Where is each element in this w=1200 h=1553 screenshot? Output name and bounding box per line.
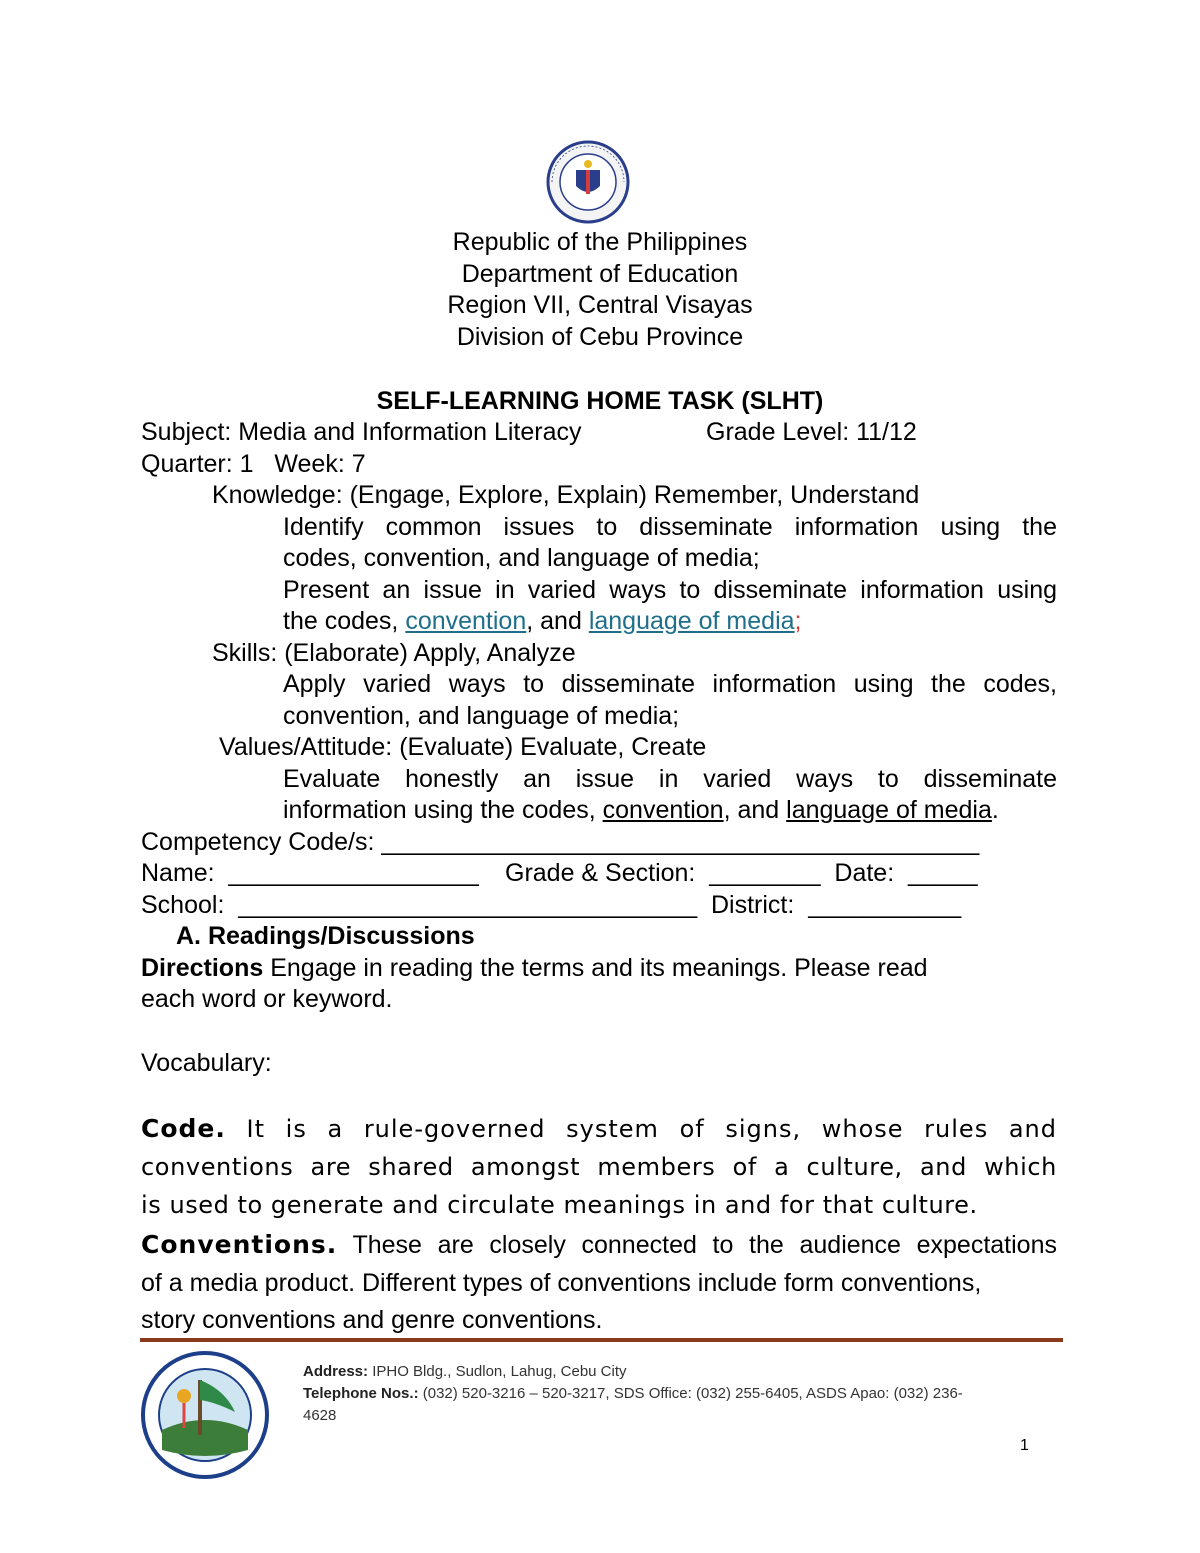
directions-text: Engage in reading the terms and its meanings. Please read bbox=[263, 954, 928, 982]
values-objective-line2 bbox=[283, 795, 999, 826]
header-line-republic: Republic of the Philippines bbox=[452, 228, 748, 256]
conventions-definition-line1 bbox=[141, 1226, 1057, 1264]
convention-link[interactable]: convention bbox=[405, 607, 527, 635]
conventions-definition-line3: story conventions and genre conventions. bbox=[141, 1306, 603, 1334]
conventions-definition-line2: of a media product. Different types of conventions include form conventions, bbox=[141, 1269, 982, 1297]
v1-text-end: . bbox=[991, 796, 999, 824]
directions-label: Directions bbox=[141, 954, 264, 982]
grade-level-label: Grade Level: 11/12 bbox=[706, 418, 917, 446]
code-text: It is a rule-governed system of signs, whose rules and bbox=[225, 1115, 1057, 1143]
quarter-week-label: Quarter: 1 Week: 7 bbox=[141, 450, 366, 478]
knowledge-heading: Knowledge: (Engage, Explore, Explain) Remember, Understand bbox=[212, 481, 920, 509]
telephone-text: (032) 520-3216 – 520-3217, SDS Office: (032) 255-6405, ASDS Apao: (032) 236- bbox=[418, 1385, 963, 1402]
skills-objective-line1: Apply varied ways to disseminate information using the codes, bbox=[283, 670, 1057, 698]
deped-seal bbox=[538, 140, 638, 224]
document-title: SELF-LEARNING HOME TASK (SLHT) bbox=[376, 387, 824, 415]
values-objective-line1: Evaluate honestly an issue in varied ways to disseminate bbox=[283, 765, 1057, 793]
directions-line2: each word or keyword. bbox=[141, 985, 393, 1013]
knowledge-objective-1-line1: Identify common issues to disseminate information using the bbox=[283, 513, 1057, 541]
language-of-media-link[interactable]: language of media bbox=[588, 607, 795, 635]
code-definition-line3: is used to generate and circulate meanings in and for that culture. bbox=[141, 1191, 978, 1219]
header-line-division: Division of Cebu Province bbox=[456, 323, 744, 351]
conventions-text: These are closely connected to the audience expectations bbox=[337, 1231, 1057, 1259]
directions-line1 bbox=[141, 953, 928, 984]
conventions-term: Conventions. bbox=[141, 1230, 338, 1259]
division-logo bbox=[140, 1350, 270, 1480]
footer-telephone-line2: 4628 bbox=[303, 1407, 337, 1424]
values-heading: Values/Attitude: (Evaluate) Evaluate, Create bbox=[219, 733, 707, 761]
v1-language-of-media: language of media bbox=[786, 796, 992, 824]
section-a-heading: A. Readings/Discussions bbox=[176, 922, 475, 950]
v1-text-mid: , and bbox=[723, 796, 787, 824]
code-term: Code. bbox=[141, 1114, 226, 1143]
name-field[interactable]: Name: __________________ bbox=[141, 859, 479, 887]
code-definition-line1 bbox=[141, 1110, 1057, 1148]
footer-address bbox=[303, 1361, 627, 1382]
telephone-label: Telephone Nos.: bbox=[303, 1385, 419, 1402]
code-definition-line2: conventions are shared amongst members of a culture, and which bbox=[141, 1153, 1057, 1181]
k2-text-end: ; bbox=[794, 607, 802, 635]
knowledge-objective-1-line2: codes, convention, and language of media; bbox=[283, 544, 760, 572]
subject-label: Subject: Media and Information Literacy bbox=[141, 418, 582, 446]
footer-rule bbox=[140, 1338, 1063, 1342]
skills-objective-line2: convention, and language of media; bbox=[283, 702, 680, 730]
k2-text-mid: , and bbox=[526, 607, 589, 635]
vocabulary-label: Vocabulary: bbox=[141, 1049, 272, 1077]
competency-code-field[interactable]: Competency Code/s: ___________________________________________ bbox=[141, 828, 980, 856]
knowledge-objective-2-line1: Present an issue in varied ways to disseminate information using bbox=[283, 576, 1057, 604]
header-line-region: Region VII, Central Visayas bbox=[447, 291, 753, 319]
school-district-field[interactable]: School: _________________________________ District: ___________ bbox=[141, 891, 962, 919]
footer-telephone bbox=[303, 1383, 963, 1404]
address-text: IPHO Bldg., Sudlon, Lahug, Cebu City bbox=[368, 1363, 627, 1380]
skills-heading: Skills: (Elaborate) Apply, Analyze bbox=[212, 639, 576, 667]
page-number: 1 bbox=[1020, 1437, 1029, 1454]
v1-convention: convention bbox=[602, 796, 724, 824]
knowledge-objective-2-line2 bbox=[283, 606, 801, 637]
v1-text-pre: information using the codes, bbox=[283, 796, 603, 824]
header-line-department: Department of Education bbox=[461, 260, 739, 288]
address-label: Address: bbox=[303, 1363, 369, 1380]
k2-text-pre: the codes, bbox=[283, 607, 406, 635]
grade-section-date-field[interactable]: Grade & Section: ________ Date: _____ bbox=[505, 859, 978, 887]
